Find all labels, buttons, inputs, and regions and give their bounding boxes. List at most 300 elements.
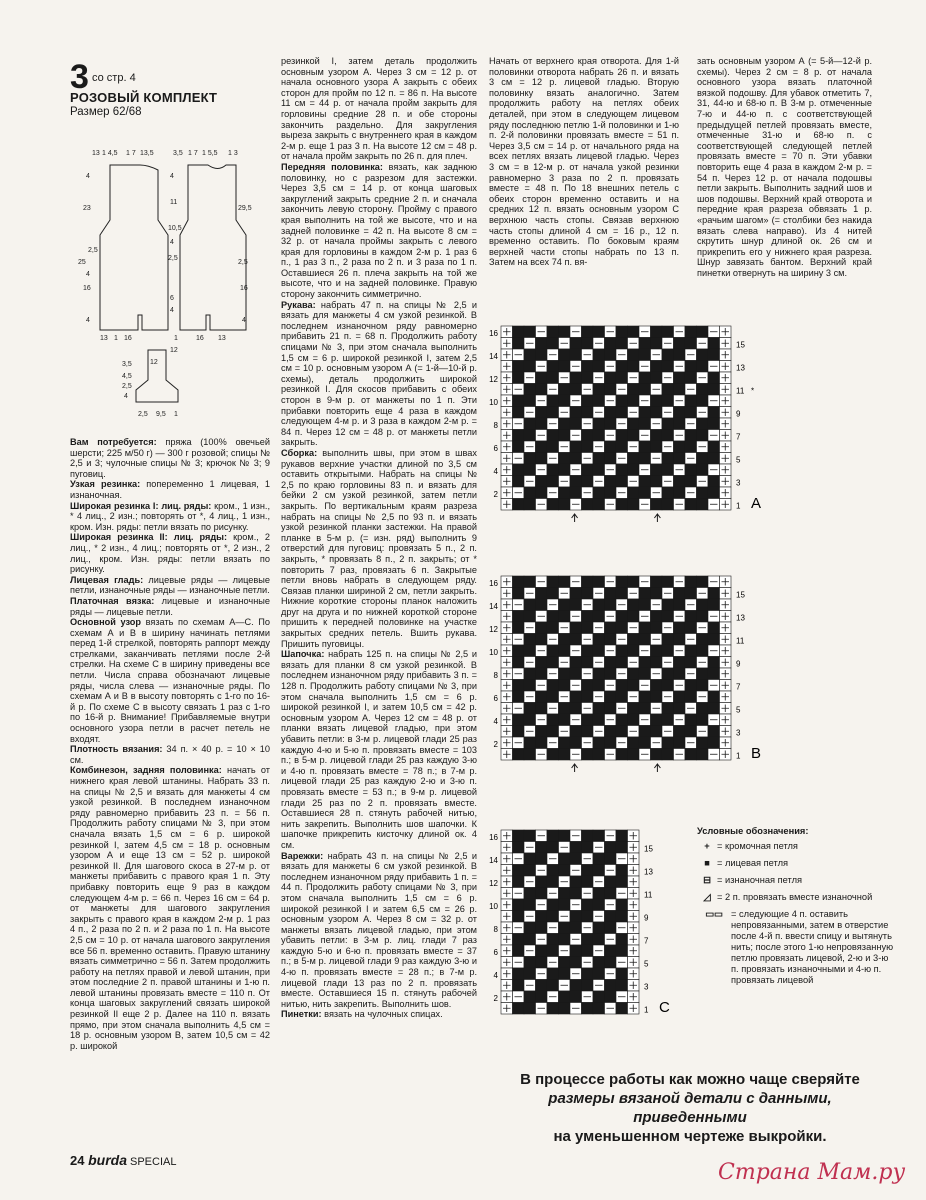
chart-cell (628, 349, 640, 361)
paragraph-heading: Пинетки: (281, 1009, 322, 1020)
chart-cell (582, 657, 594, 669)
paragraph-text: кром., 2 лиц., * 2 изн., 4 лиц.; повторять от *, 2 изн., 2 лиц., кром. Изн. ряды: петли вязать по рисунку. (70, 532, 270, 575)
chart-cell (662, 645, 674, 657)
chart-cell (616, 865, 628, 877)
chart-cell (524, 830, 536, 842)
chart-cell (547, 611, 559, 623)
paragraph (70, 596, 270, 617)
schema-foot-bottom-3: 1 (174, 411, 178, 418)
chart-cell (547, 441, 559, 453)
chart-cell (593, 668, 605, 680)
chart-cell (536, 476, 548, 488)
row-number-left: 10 (489, 397, 498, 407)
schema-foot-left-1: 3,5 (122, 361, 132, 368)
paragraph (70, 479, 270, 500)
chart-cell (674, 634, 686, 646)
chart-cell (628, 749, 640, 761)
schema-foot-bottom-2: 9,5 (156, 411, 166, 418)
paragraph-text: Начать от верхнего края отворота. Для 1-й половинки отворота набрать 26 п. и вязать 3 см = 12 р. лицевой гладью. Вторую половинку вязать аналогично. Затем продолжить работу на петлях обеих деталей, при этом в следующем лицевом ряду последнюю петлю 1-й половинки и 1-ю п. 2-й половинки провязать вместе = 51 п. Через 3,5 см = 14 р. от начального ряда на всех петлях вязать лицевой гладью. Через 3 см = в 12-м р. от начала узкой резинки равномерно 3 раза по 2 п. провязать вместе = 48 п. По 18 внешних петель с обеих сторон временно оставить и на средних 12 п. вязать основным узором С верхнюю часть стопы. Связав верхнюю часть стопы длиной 4 см = 16 р., 12 п. временно оставить. По боковым краям верхней части стопы набрать по 13 п. Затем на всех 74 п. вя- (489, 56, 679, 268)
chart-cell (570, 980, 582, 992)
chart-cell (639, 737, 651, 749)
schema-top-6: 1 7 (188, 150, 198, 157)
chart-cell (582, 372, 594, 384)
chart-cell (651, 645, 663, 657)
chart-cell (570, 599, 582, 611)
chart-cell (628, 576, 640, 588)
chart-cell (697, 430, 709, 442)
chart-cell (582, 876, 594, 888)
chart-cell (697, 645, 709, 657)
chart-cell (605, 622, 617, 634)
chart-cell (639, 418, 651, 430)
chart-cell (628, 680, 640, 692)
text-column-2 (281, 56, 477, 1166)
chart-cell (536, 588, 548, 600)
chart-cell (697, 737, 709, 749)
legend-title: Условные обозначения: (697, 826, 809, 836)
chart-cell (524, 714, 536, 726)
chart-cell (559, 714, 571, 726)
schema-left-1: 4 (86, 173, 90, 180)
schema-foot-bottom-1: 2,5 (138, 411, 148, 418)
row-number-left: 6 (493, 443, 498, 453)
chart-cell (593, 703, 605, 715)
chart-cell (639, 599, 651, 611)
chart-cell (628, 326, 640, 338)
chart-cell (536, 349, 548, 361)
chart-cell (616, 830, 628, 842)
paragraph-text: лицевые и изнаночные ряды — лицевые петли. (70, 595, 270, 617)
chart-cell (570, 668, 582, 680)
chart-cell (547, 588, 559, 600)
chart-cell (524, 418, 536, 430)
chart-cell (674, 487, 686, 499)
repeat-arrow (572, 764, 578, 772)
chart-cell (513, 899, 525, 911)
chart-cell (582, 934, 594, 946)
chart-cell (697, 499, 709, 511)
chart-cell (559, 611, 571, 623)
chart-cell (593, 499, 605, 511)
watermark (718, 1160, 905, 1185)
chart-cell (593, 326, 605, 338)
chart-cell (547, 876, 559, 888)
schema-top-8: 1 3 (228, 150, 238, 157)
chart-cell (547, 714, 559, 726)
chart-cell (616, 749, 628, 761)
chart-cell (559, 361, 571, 373)
schema-bottom-2: 1 (114, 335, 118, 342)
schema-right-4: 4 (242, 317, 246, 324)
row-number-right: 15 (644, 844, 653, 854)
watermark-text: Страна Мам (718, 1160, 872, 1185)
chart-cell (662, 361, 674, 373)
chart-cell (685, 395, 697, 407)
chart-cell (536, 487, 548, 499)
row-number-left: 12 (489, 878, 498, 888)
chart-cell (559, 453, 571, 465)
chart-cell (524, 922, 536, 934)
chart-cell (582, 714, 594, 726)
chart-cell (593, 384, 605, 396)
chart-cell (570, 657, 582, 669)
chart-cell (582, 1003, 594, 1015)
chart-cell (547, 645, 559, 657)
chart-cell (570, 991, 582, 1003)
chart-cell (582, 830, 594, 842)
chart-cell (513, 464, 525, 476)
schema-top-2: 1 4,5 (102, 150, 118, 157)
chart-cell (559, 888, 571, 900)
chart-cell (616, 691, 628, 703)
chart-cell (570, 453, 582, 465)
chart-cell (685, 657, 697, 669)
paragraph-heading: Лицевая гладь: (70, 574, 144, 585)
chart-cell (582, 407, 594, 419)
row-number-right: 11 (736, 636, 745, 646)
chart-cell (547, 622, 559, 634)
paragraph-heading: Вам потребуется: (70, 437, 157, 447)
chart-cell (616, 980, 628, 992)
schema-center-1: 4 (170, 173, 174, 180)
four-stitch-group-icon: ▭▭ (705, 909, 723, 919)
schema-top-1: 13 (92, 150, 100, 157)
chart-cell (628, 611, 640, 623)
chart-cell (582, 842, 594, 854)
chart-cell (628, 418, 640, 430)
row-number-right: 9 (736, 659, 741, 669)
chart-cell (674, 349, 686, 361)
chart-cell (513, 441, 525, 453)
paragraph-heading: Плотность вязания: (70, 744, 163, 755)
chart-cell (536, 599, 548, 611)
chart-cell (628, 395, 640, 407)
chart-cell (524, 934, 536, 946)
chart-a (487, 322, 787, 522)
chart-cell (628, 737, 640, 749)
chart-cell (547, 1003, 559, 1015)
row-number-left: 16 (489, 578, 498, 588)
repeat-arrow (654, 764, 660, 772)
chart-cell (524, 853, 536, 865)
chart-label: C (659, 999, 670, 1016)
chart-cell (674, 668, 686, 680)
chart-cell (628, 703, 640, 715)
chart-cell (639, 487, 651, 499)
paragraph-text: зать основным узором А (= 5-й—12-й р. схемы). Через 2 см = 8 р. от начала основного узора вязать платочной вязкой подошву. Для убавок отметить 7, 31, 44-ю и 68-ю п. В 3-м р. отмеченные 7-ю и 44-ю п. с соответствующей предыдущей петлей провязать вместе, отмеченные 31-ю и 68-ю п. с соответствующей следующей петлей провязать вместе = 70 п. Эти убавки повторить еще 4 раза в каждом 2-м р. = 54 п. Через 12 р. от начала подошвы петли закрыть. Выполнить задний шов и шов подошвы. Верхний край отворота и передние края разреза обвязать 1 р. «рачьим шагом» (= столбики без накида вязать слева направо). Из 4 нитей скрутить шнур длиной ок. 26 см и прикрепить его у нижнего края разреза. Шнур завязать бантом. Верхний край пинетки отвернуть на ширину 3 см. (697, 56, 872, 278)
paragraph-text: набрать 47 п. на спицы № 2,5 и вязать для манжеты 4 см узкой резинкой. В последнем изнаночном ряду равномерно прибавить 21 п. = 68 п. Продолжить работу спицами № 3, при этом сначала выполнить 1,5 см = 6 р. широкой резинкой I, затем 2,5 см = 10 р. основным узором А (= 1-й—10-й р. схемы), деталь продолжить широкой резинкой I. Для скосов прибавить с обеих сторон в 9-м р. от манжеты по 1 п. Эти прибавки повторить еще 4 раза в каждом следующем 4-м р. и 3 раза в каждом 2-м р. = 84 п. Через 12 см = 48 р. от манжеты петли закрыть. (281, 299, 477, 448)
paragraph-text: выполнить швы, при этом в швах рукавов верхние участки длиной по 3,5 см оставить открытыми. Набрать на спицы № 2,5 по краю горловины 83 п. и вязать для бейки 2 см узкой резинкой, затем петли закрыть. По вертикальным краям разреза набрать на спицы № 2,5 по 93 п. и вязать узкой резинкой планки застежки. На правой планке в 5-м р. (= изн. ряд) выполнить 9 отверстий для пуговиц: провязать 5 п., 2 п. закрыть, * провязать 8 п., 2 п. закрыть; от * повторить 7 раз, провязать 6 п. Закрытые петли вновь набрать в следующем ряду. Связав планки шириной 2 см, петли закрыть. Нижние короткие стороны планок наложить друг на друга и по нижней короткой стороне пришить к передней половинке на участке закрытых средних петель. Вшить рукава. Пришить пуговицы. (281, 447, 477, 649)
chart-cell (593, 888, 605, 900)
chart-cell (605, 634, 617, 646)
schema-right-1: 29,5 (238, 205, 252, 212)
chart-cell (697, 326, 709, 338)
chart-cell (697, 714, 709, 726)
chart-cell (593, 749, 605, 761)
row-number-left: 2 (493, 993, 498, 1003)
row-number-left: 8 (493, 420, 498, 430)
legend-text: = 2 п. провязать вместе изнаночной (717, 892, 873, 902)
chart-cell (685, 749, 697, 761)
chart-cell (524, 634, 536, 646)
chart-cell (651, 691, 663, 703)
schema-foot-left-4: 4 (124, 393, 128, 400)
chart-cell (513, 372, 525, 384)
row-number-right: 15 (736, 590, 745, 600)
chart-cell (685, 588, 697, 600)
chart-cell (513, 726, 525, 738)
chart-cell (547, 657, 559, 669)
chart-cell (662, 576, 674, 588)
chart-cell (559, 576, 571, 588)
chart-cell (605, 945, 617, 957)
chart-cell (616, 876, 628, 888)
chart-cell (616, 645, 628, 657)
chart-cell (616, 945, 628, 957)
chart-cell (685, 645, 697, 657)
row-number-left: 2 (493, 489, 498, 499)
chart-cell (674, 407, 686, 419)
row-number-right: 13 (736, 613, 745, 623)
chart-cell (651, 395, 663, 407)
pattern-title: РОЗОВЫЙ КОМПЛЕКТ (70, 90, 218, 105)
chart-cell (628, 384, 640, 396)
chart-cell (513, 611, 525, 623)
chart-cell (708, 441, 720, 453)
chart-cell (639, 622, 651, 634)
chart-cell (697, 349, 709, 361)
paragraph-heading: Комбинезон, задняя половинка: (70, 765, 222, 776)
chart-cell (536, 691, 548, 703)
chart-cell (674, 657, 686, 669)
chart-cell (697, 634, 709, 646)
chart-cell (570, 737, 582, 749)
chart-cell (536, 418, 548, 430)
legend-text: = следующие 4 п. оставить непровязанными, затем в отверстие после 4-й п. ввести спицу и вытянуть нить; после этого 1-ю непровязанную петлю провязать лицевой, 2-ю и 3-ю п. провязать изнаночными и 4-ю п. провязать лицевой (731, 909, 894, 985)
chart-cell (582, 441, 594, 453)
schema-top-7: 1 5,5 (202, 150, 218, 157)
chart-cell (559, 645, 571, 657)
chart-cell (708, 372, 720, 384)
chart-cell (662, 487, 674, 499)
chart-cell (662, 611, 674, 623)
chart-cell (674, 384, 686, 396)
chart-cell (570, 888, 582, 900)
chart-cell (605, 418, 617, 430)
paragraph (281, 162, 477, 300)
chart-cell (674, 372, 686, 384)
paragraph (489, 56, 679, 268)
legend-item (697, 858, 897, 869)
chart-cell (593, 922, 605, 934)
garment-schematic (78, 140, 268, 440)
paragraph (70, 501, 270, 533)
row-number-left: 10 (489, 647, 498, 657)
chart-cell (547, 934, 559, 946)
chart-cell (662, 349, 674, 361)
chart-cell (616, 576, 628, 588)
chart-cell (605, 349, 617, 361)
chart-cell (593, 957, 605, 969)
chart-cell (662, 634, 674, 646)
chart-cell (559, 487, 571, 499)
chart-cell (593, 395, 605, 407)
chart-cell (593, 361, 605, 373)
chart-cell (628, 634, 640, 646)
chart-cell (605, 842, 617, 854)
schema-left-5: 4 (86, 271, 90, 278)
chart-cell (651, 441, 663, 453)
chart-cell (513, 830, 525, 842)
chart-cell (685, 576, 697, 588)
chart-cell (662, 453, 674, 465)
row-number-left: 14 (489, 351, 498, 361)
repeat-arrow (572, 514, 578, 522)
chart-cell (616, 657, 628, 669)
chart-cell (639, 726, 651, 738)
chart-cell (662, 395, 674, 407)
chart-cell (697, 599, 709, 611)
chart-cell (639, 441, 651, 453)
chart-cell (593, 464, 605, 476)
chart-cell (547, 430, 559, 442)
chart-cell (639, 372, 651, 384)
chart-cell (559, 899, 571, 911)
chart-cell (559, 349, 571, 361)
chart-cell (570, 622, 582, 634)
row-number-right: 9 (736, 409, 741, 419)
chart-cell (697, 464, 709, 476)
chart-cell (570, 384, 582, 396)
schema-left-4: 25 (78, 259, 86, 266)
chart-cell (593, 737, 605, 749)
chart-cell (605, 668, 617, 680)
chart-cell (616, 464, 628, 476)
schema-left-3: 2,5 (88, 247, 98, 254)
chart-cell (570, 945, 582, 957)
legend-text: = кромочная петля (717, 841, 798, 851)
chart-cell (593, 576, 605, 588)
chart-cell (547, 464, 559, 476)
chart-cell (662, 384, 674, 396)
paragraph-text: набрать 43 п. на спицы № 2,5 и вязать для манжеты 6 см узкой резинкой. В последнем изнаночном ряду прибавить 1 п. = 44 п. Продолжить работу спицами № 3, при этом сначала выполнить 1,5 см = 6 р. широкой резинкой I и затем 6,5 см = 26 р. основным узором А. Через 8 см = 32 р. от манжеты вязать лицевой гладью, при этом убавить петли: в 3-м р. лиц. глади 7 раз каждую 5-ю и 6-ю п. провязать вместе = 37 п.; в 5-м р. лицевой глади 9 раз каждую 3-ю и 4-ю п. провязать вместе = 28 п.; в 7-м р. лицевой глади 13 раз по 2 п. провязать вместе. Оставшиеся 15 п. стянуть рабочей нитью, нить закрепить. Выполнить шов. (281, 850, 477, 1009)
row-number-left: 2 (493, 739, 498, 749)
chart-cell (559, 418, 571, 430)
schema-center-2: 11 (170, 199, 178, 206)
text-column-4 (697, 56, 872, 284)
chart-cell (593, 599, 605, 611)
chart-cell (697, 418, 709, 430)
chart-cell (616, 1003, 628, 1015)
chart-cell (559, 599, 571, 611)
chart-cell (547, 476, 559, 488)
row-number-right: 3 (736, 478, 741, 488)
chart-cell (513, 968, 525, 980)
edge-stitch-icon: + (704, 841, 710, 851)
chart-cell (593, 899, 605, 911)
chart-cell (524, 487, 536, 499)
chart-cell (628, 361, 640, 373)
page-number: 24 (70, 1153, 85, 1168)
chart-cell (547, 726, 559, 738)
chart-cell (570, 876, 582, 888)
chart-cell (559, 830, 571, 842)
chart-cell (697, 395, 709, 407)
watermark-tld: .ру (871, 1160, 906, 1185)
schema-top-3: 1 7 (126, 150, 136, 157)
chart-cell (639, 384, 651, 396)
chart-cell (593, 487, 605, 499)
chart-cell (708, 657, 720, 669)
chart-cell (570, 476, 582, 488)
chart-cell (685, 464, 697, 476)
row-number-left: 14 (489, 855, 498, 865)
chart-cell (559, 680, 571, 692)
schema-center-5: 2,5 (168, 255, 178, 262)
chart-cell (570, 726, 582, 738)
chart-cell (651, 680, 663, 692)
chart-cell (639, 657, 651, 669)
chart-cell (616, 899, 628, 911)
chart-cell (708, 691, 720, 703)
chart-cell (708, 634, 720, 646)
paragraph (70, 532, 270, 574)
schema-left-6: 16 (83, 285, 91, 292)
chart-label: B (751, 745, 762, 762)
schema-left-7: 4 (86, 317, 90, 324)
chart-cell (651, 499, 663, 511)
chart-cell (651, 430, 663, 442)
chart-cell (536, 407, 548, 419)
chart-cell (685, 714, 697, 726)
chart-cell (685, 476, 697, 488)
chart-cell (593, 853, 605, 865)
chart-cell (605, 691, 617, 703)
chart-cell (674, 453, 686, 465)
chart-cell (570, 634, 582, 646)
schema-bottom-1: 13 (100, 335, 108, 342)
chart-cell (605, 888, 617, 900)
paragraph-heading: Основной узор (70, 617, 142, 628)
chart-cell (685, 338, 697, 350)
chart-cell (547, 338, 559, 350)
paragraph-text: кром., 1 изн., * 4 лиц., 2 изн.; повторять от *, 4 лиц., 1 изн., кром. Изн. ряды: петли вязать по рисунку. (70, 500, 270, 532)
schema-foot-left-2: 4,5 (122, 373, 132, 380)
chart-cell (513, 876, 525, 888)
chart-cell (651, 622, 663, 634)
paragraph-text: резинкой I, затем деталь продолжить основным узором А. Через 3 см = 12 р. от начала основного узора А закрыть с обеих сторон для пройм по 12 п. = 86 п. На высоте 11 см = 44 р. от начала пройм закрыть для горловины средние 28 п. и обе стороны закончить раздельно. Для закругления выреза закрыть с внутреннего края в каждом 2-м р. еще 1 раз 3 п. На высоте 12 см = 48 р. от начала пройм закрыть по 26 п. для плеч. (281, 56, 477, 162)
chart-cell (547, 830, 559, 842)
chart-cell (547, 911, 559, 923)
chart-cell (547, 499, 559, 511)
chart-cell (559, 634, 571, 646)
chart-cell (582, 464, 594, 476)
chart-cell (524, 576, 536, 588)
chart-cell (582, 499, 594, 511)
chart-cell (524, 384, 536, 396)
chart-cell (651, 611, 663, 623)
chart-cell (639, 668, 651, 680)
paragraph-heading: Передняя половинка: (281, 161, 383, 172)
chart-cell (639, 703, 651, 715)
chart-cell (513, 934, 525, 946)
chart-cell (605, 338, 617, 350)
chart-cell (593, 934, 605, 946)
row-number-right: 1 (644, 1005, 649, 1015)
chart-cell (651, 657, 663, 669)
chart-cell (593, 611, 605, 623)
chart-cell (582, 945, 594, 957)
